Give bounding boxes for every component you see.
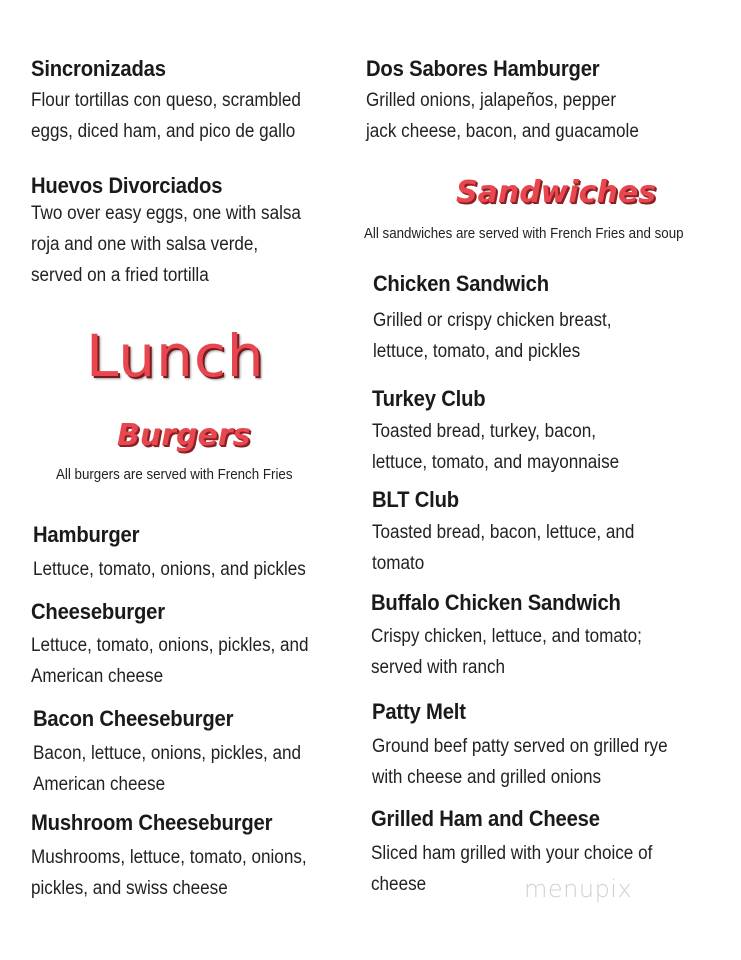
lunch-heading: Lunch: [86, 322, 265, 390]
item-description: Bacon, lettuce, onions, pickles, and American cheese: [33, 743, 302, 795]
menu-item-cheeseburger: [31, 597, 391, 692]
menu-item-turkey-club: [372, 384, 732, 478]
item-name: Huevos Divorciados: [31, 173, 223, 198]
burgers-note: All burgers are served with French Fries: [56, 467, 293, 483]
item-name: Turkey Club: [372, 386, 486, 411]
item-description: Lettuce, tomato, onions, and pickles: [33, 559, 306, 580]
item-description: Mushrooms, lettuce, tomato, onions, pickles, and swiss cheese: [31, 847, 307, 899]
item-description: Lettuce, tomato, onions, pickles, and American cheese: [31, 635, 309, 687]
item-name: Grilled Ham and Cheese: [371, 806, 600, 831]
menu-item-mushroom-cheeseburger: [31, 808, 391, 904]
item-name: Mushroom Cheeseburger: [31, 810, 273, 835]
item-name: Patty Melt: [372, 699, 466, 724]
item-name: Cheeseburger: [31, 599, 165, 624]
item-description: Two over easy eggs, one with salsa roja and one with salsa verde, served on a fried tortilla: [31, 203, 301, 286]
item-description: Sliced ham grilled with your choice of cheese: [371, 843, 653, 895]
menu-item-huevos-divorciados: [31, 171, 391, 291]
menu-item-blt-club: [372, 485, 732, 579]
menu-item-sincronizadas: [31, 54, 391, 147]
item-name: Sincronizadas: [31, 56, 166, 81]
menu-item-dos-sabores-hamburger: [366, 54, 726, 147]
item-description: Toasted bread, bacon, lettuce, and tomato: [372, 522, 635, 574]
item-name: Buffalo Chicken Sandwich: [371, 590, 621, 615]
menu-item-patty-melt: [372, 697, 732, 793]
burgers-heading: Burgers: [117, 418, 251, 453]
item-name: Chicken Sandwich: [373, 271, 549, 296]
item-name: Dos Sabores Hamburger: [366, 56, 600, 81]
item-description: Grilled or crispy chicken breast, lettuce, tomato, and pickles: [373, 310, 612, 362]
menu-item-chicken-sandwich: [373, 269, 733, 367]
menu-item-bacon-cheeseburger: [33, 704, 393, 800]
sandwiches-heading: Sandwiches: [456, 175, 657, 210]
item-description: Ground beef patty served on grilled rye with cheese and grilled onions: [372, 736, 668, 788]
sandwiches-note: All sandwiches are served with French Fries and soup: [364, 226, 684, 242]
item-description: Toasted bread, turkey, bacon, lettuce, tomato, and mayonnaise: [372, 421, 620, 473]
item-description: Crispy chicken, lettuce, and tomato; served with ranch: [371, 626, 642, 678]
menu-item-hamburger: [33, 520, 393, 585]
menu-item-buffalo-chicken-sandwich: [371, 588, 731, 683]
menupix-watermark: menupix: [524, 875, 633, 903]
item-description: Flour tortillas con queso, scrambled eggs, diced ham, and pico de gallo: [31, 90, 301, 142]
item-name: BLT Club: [372, 487, 459, 512]
item-name: Hamburger: [33, 522, 140, 547]
item-name: Bacon Cheeseburger: [33, 706, 234, 731]
item-description: Grilled onions, jalapeños, pepper jack cheese, bacon, and guacamole: [366, 90, 639, 142]
